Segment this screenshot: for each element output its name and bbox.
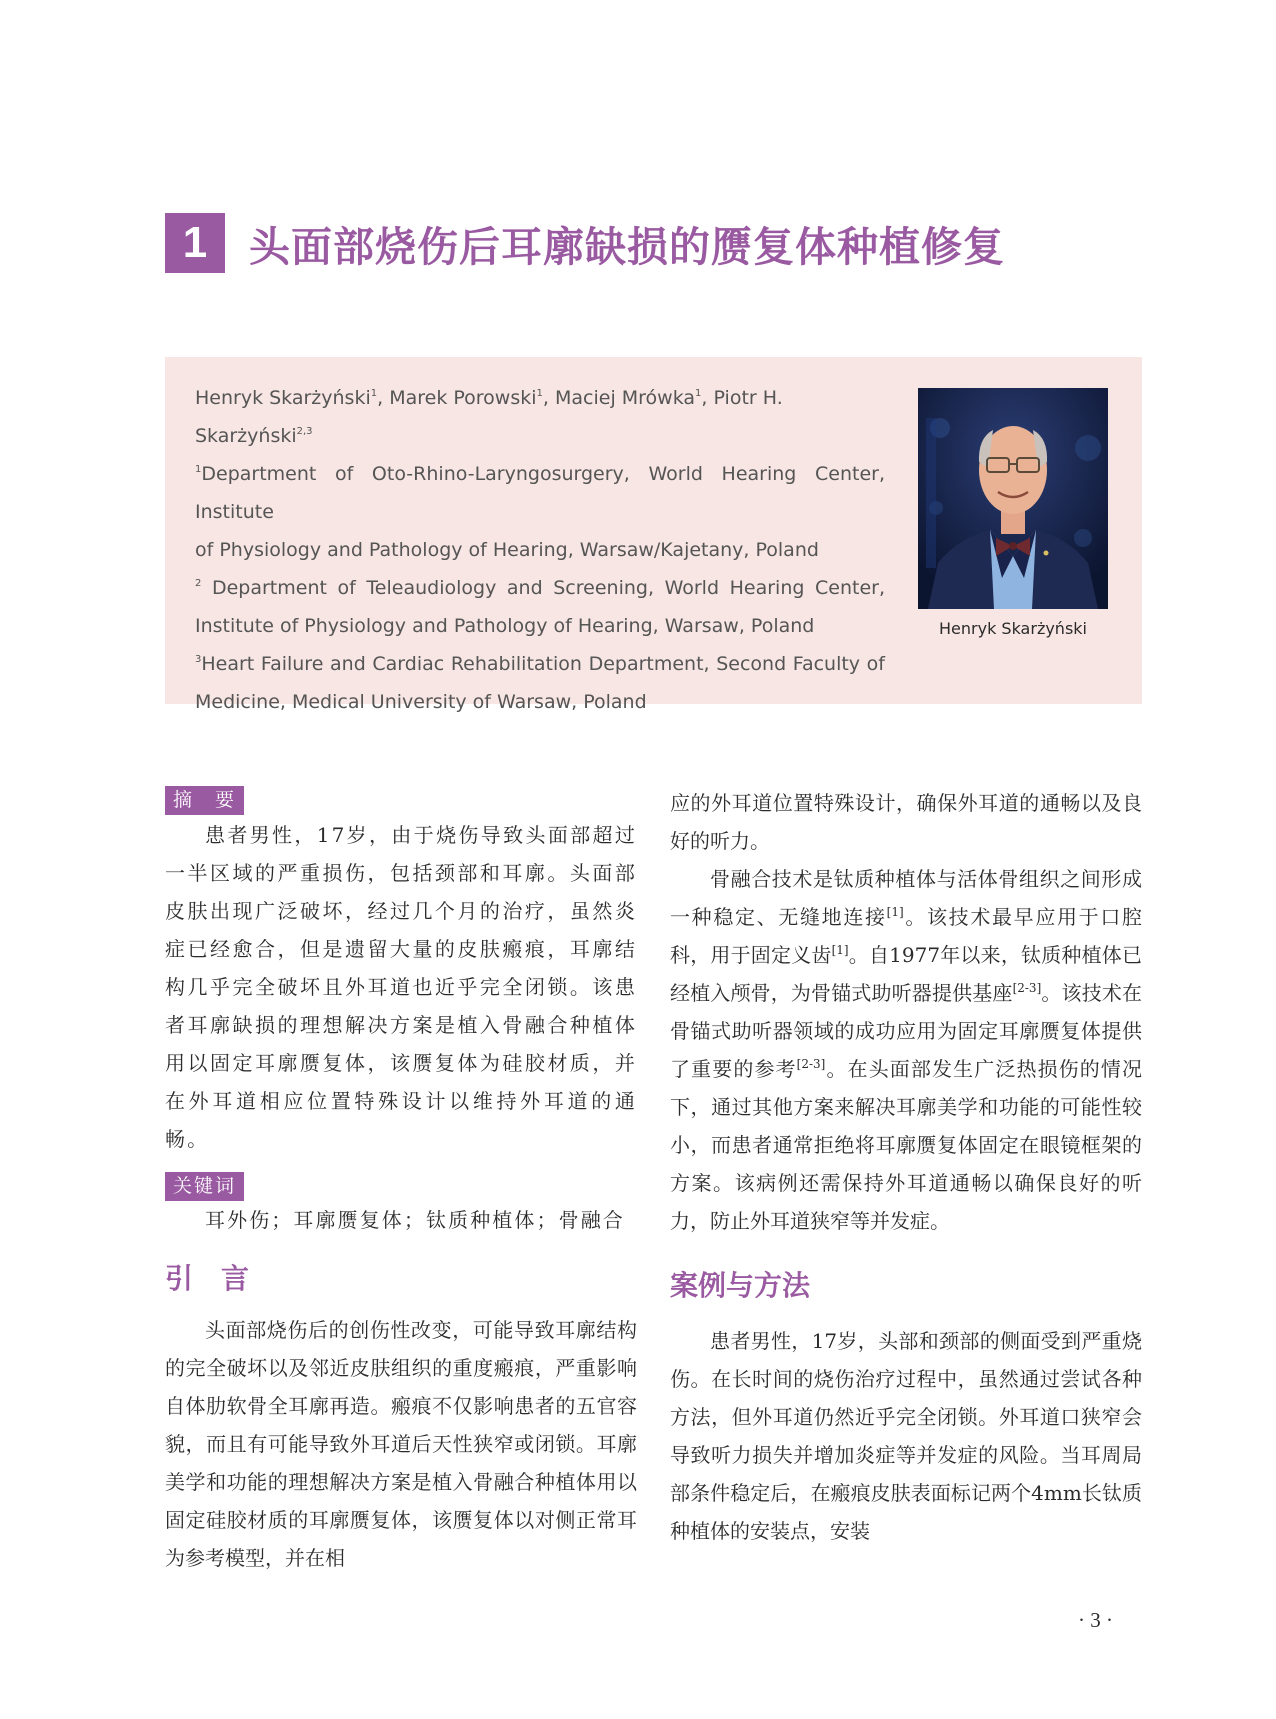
affiliation-1-line-2: of Physiology and Pathology of Hearing, Warsaw/Kajetany, Poland: [195, 539, 819, 561]
right-column: [670, 784, 1142, 1550]
paragraph-text: 。该技术最早应用于口腔科，用于固定义齿: [670, 905, 1143, 967]
author-name: Piotr H. Skarżyński: [195, 387, 783, 447]
affiliation-text: Department of Teleaudiology and Screening, World Hearing Center,: [201, 577, 885, 599]
paragraph-text: 。在头面部发生广泛热损伤的情况下，通过其他方案来解决耳廓美学和功能的可能性较小，而患者通常拒绝将耳廓赝复体固定在眼镜框架的方案。该病例还需保持外耳道通畅以确保良好的听力，防止外耳道狭窄等并发症。: [670, 1057, 1143, 1233]
abstract-text: 患者男性，17岁，由于烧伤导致头面部超过一半区域的严重损伤，包括颈部和耳廓。头面部皮肤出现广泛破坏，经过几个月的治疗，虽然炎症已经愈合，但是遗留大量的皮肤瘢痕，耳廓结构几乎完全破坏且外耳道也近乎完全闭锁。该患者耳廓缺损的理想解决方案是植入骨融合种植体用以固定耳廓赝复体，该赝复体为硅胶材质，并在外耳道相应位置特殊设计以维持外耳道的通畅。: [165, 823, 637, 1151]
author-affiliation-mark: 1: [536, 388, 543, 399]
author-portrait-image: [918, 388, 1108, 609]
chapter-number: 1: [165, 213, 225, 273]
keywords-text: 耳外伤；耳廓赝复体；钛质种植体；骨融合: [205, 1208, 625, 1232]
affiliation-3-line-2: Medicine, Medical University of Warsaw, Poland: [195, 691, 647, 713]
citation-ref: [1]: [831, 943, 849, 957]
author-separator: ,: [701, 387, 714, 409]
citation-ref: [2-3]: [796, 1057, 826, 1071]
page-number: · 3 ·: [1078, 1608, 1113, 1632]
author-box: [165, 357, 1142, 713]
affiliation-3-line-1: [195, 645, 885, 683]
author-separator: ,: [377, 387, 390, 409]
affiliation-mark: 1: [195, 464, 202, 475]
chapter-header: [165, 214, 1005, 272]
author-name: Marek Porowski: [389, 387, 537, 409]
abstract-label: 摘 要: [165, 786, 244, 815]
keywords-label: 关键词: [165, 1172, 244, 1201]
author-affiliation-mark: 1: [695, 388, 702, 399]
paragraph-text: 。自1977年以来，钛质种植体已经植入颅骨，为骨锚式助听器提供基座: [670, 943, 1142, 1005]
intro-paragraph-2: [670, 860, 1142, 1240]
affiliation-text: Heart Failure and Cardiac Rehabilitation Department, Second Faculty of: [201, 653, 885, 675]
intro-paragraph-1: 头面部烧伤后的创伤性改变，可能导致耳廓结构的完全破坏以及邻近皮肤组织的重度瘢痕，严重影响自体肋软骨全耳廓再造。瘢痕不仅影响患者的五官容貌，而且有可能导致外耳道后天性狭窄或闭锁。耳廓美学和功能的理想解决方案是植入骨融合种植体用以固定硅胶材质的耳廓赝复体，该赝复体以对侧正常耳为参考模型，并在相: [165, 1318, 637, 1570]
citation-ref: [1]: [886, 905, 904, 919]
affiliation-mark: 2: [195, 578, 202, 589]
author-affiliations: [195, 379, 885, 721]
author-separator: ,: [542, 387, 555, 409]
author-name: Henryk Skarżyński: [195, 387, 371, 409]
author-list: [195, 379, 885, 455]
author-affiliation-mark: 2,3: [296, 426, 313, 437]
left-column: [165, 786, 637, 1577]
photo-caption: Henryk Skarżyński: [939, 619, 1087, 638]
author-photo: [918, 388, 1108, 609]
affiliation-text: Department of Oto-Rhino-Laryngosurgery, World Hearing Center, Institute: [195, 463, 885, 523]
methods-heading: 案例与方法: [670, 1269, 811, 1302]
chapter-title: 头面部烧伤后耳廓缺损的赝复体种植修复: [249, 222, 1005, 271]
paragraph-text: 。该技术在骨锚式助听器领域的成功应用为固定耳廓赝复体提供了重要的参考: [670, 981, 1143, 1081]
affiliation-2-line-2: Institute of Physiology and Pathology of Hearing, Warsaw, Poland: [195, 615, 815, 637]
intro-paragraph-1-continued: 应的外耳道位置特殊设计，确保外耳道的通畅以及良好的听力。: [670, 791, 1142, 853]
affiliation-1-line-1: [195, 455, 885, 531]
paragraph-text: 骨融合技术是钛质种植体与活体骨组织之间形成一种稳定、无缝地连接: [670, 867, 1142, 929]
author-name: Maciej Mrówka: [555, 387, 696, 409]
intro-heading: 引 言: [165, 1262, 250, 1295]
affiliation-mark: 3: [195, 654, 202, 665]
citation-ref: [2-3]: [1012, 981, 1042, 995]
methods-paragraph-1: 患者男性，17岁，头部和颈部的侧面受到严重烧伤。在长时间的烧伤治疗过程中，虽然通过尝试各种方法，但外耳道仍然近乎完全闭锁。外耳道口狭窄会导致听力损失并增加炎症等并发症的风险。当耳周局部条件稳定后，在瘢痕皮肤表面标记两个4mm长钛质种植体的安装点，安装: [670, 1329, 1142, 1543]
author-affiliation-mark: 1: [370, 388, 378, 399]
affiliation-2-line-1: [195, 569, 885, 607]
